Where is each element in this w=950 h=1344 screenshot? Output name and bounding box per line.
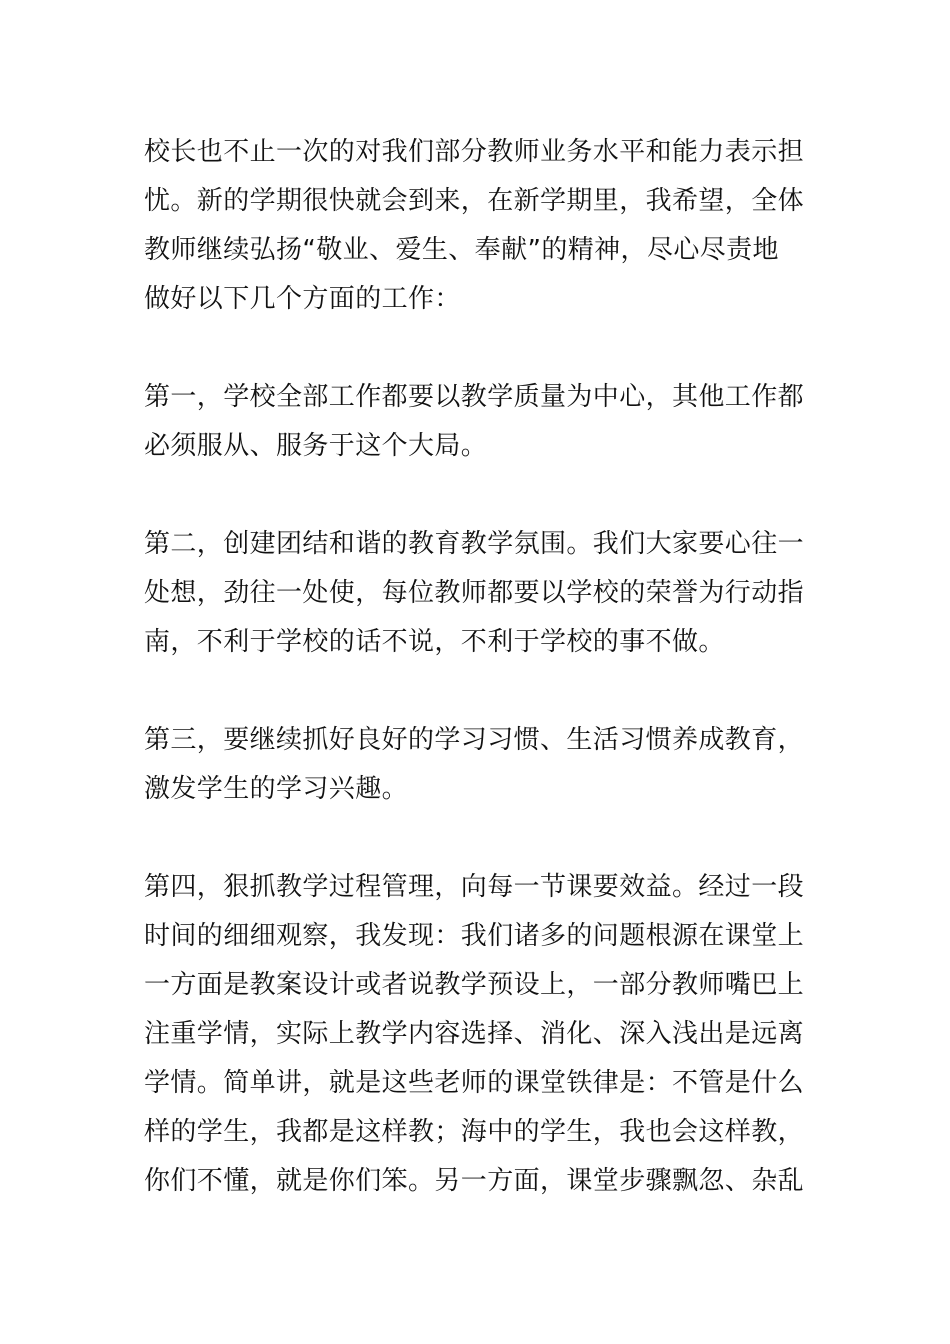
paragraph-first	[144, 373, 810, 471]
text-line: 做好以下几个方面的工作：	[144, 284, 461, 314]
paragraph-fourth	[144, 863, 810, 1206]
text-line: 学情。简单讲，就是这些老师的课堂铁律是：不管是什么	[144, 1068, 805, 1098]
text-line: 忧。新的学期很快就会到来，在新学期里，我希望，全体	[144, 186, 805, 216]
paragraph-intro	[144, 128, 810, 324]
text-line: 时间的细细观察，我发现：我们诸多的问题根源在课堂上	[144, 921, 805, 951]
text-line: 南，不利于学校的话不说，不利于学校的事不做。	[144, 627, 725, 657]
document-body	[144, 128, 810, 1255]
text-line: 校长也不止一次的对我们部分教师业务水平和能力表示担	[144, 137, 805, 167]
paragraph-third	[144, 716, 810, 814]
text-line: 第四，狠抓教学过程管理，向每一节课要效益。经过一段	[144, 872, 805, 902]
text-line: 一方面是教案设计或者说教学预设上，一部分教师嘴巴上	[144, 970, 805, 1000]
text-line: 第一，学校全部工作都要以教学质量为中心，其他工作都	[144, 382, 805, 412]
text-line: 第二，创建团结和谐的教育教学氛围。我们大家要心往一	[144, 529, 805, 559]
text-line: 样的学生，我都是这样教；海中的学生，我也会这样教，	[144, 1117, 805, 1147]
text-line: 注重学情，实际上教学内容选择、消化、深入浅出是远离	[144, 1019, 805, 1049]
text-line: 处想，劲往一处使，每位教师都要以学校的荣誉为行动指	[144, 578, 805, 608]
text-line: 激发学生的学习兴趣。	[144, 774, 409, 804]
text-line: 第三，要继续抓好良好的学习习惯、生活习惯养成教育，	[144, 725, 805, 755]
text-line: 必须服从、服务于这个大局。	[144, 431, 488, 461]
text-line: 教师继续弘扬“敬业、爱生、奉献”的精神，尽心尽责地	[144, 235, 779, 265]
text-line: 你们不懂，就是你们笨。另一方面，课堂步骤飘忽、杂乱	[144, 1166, 805, 1196]
paragraph-second	[144, 520, 810, 667]
